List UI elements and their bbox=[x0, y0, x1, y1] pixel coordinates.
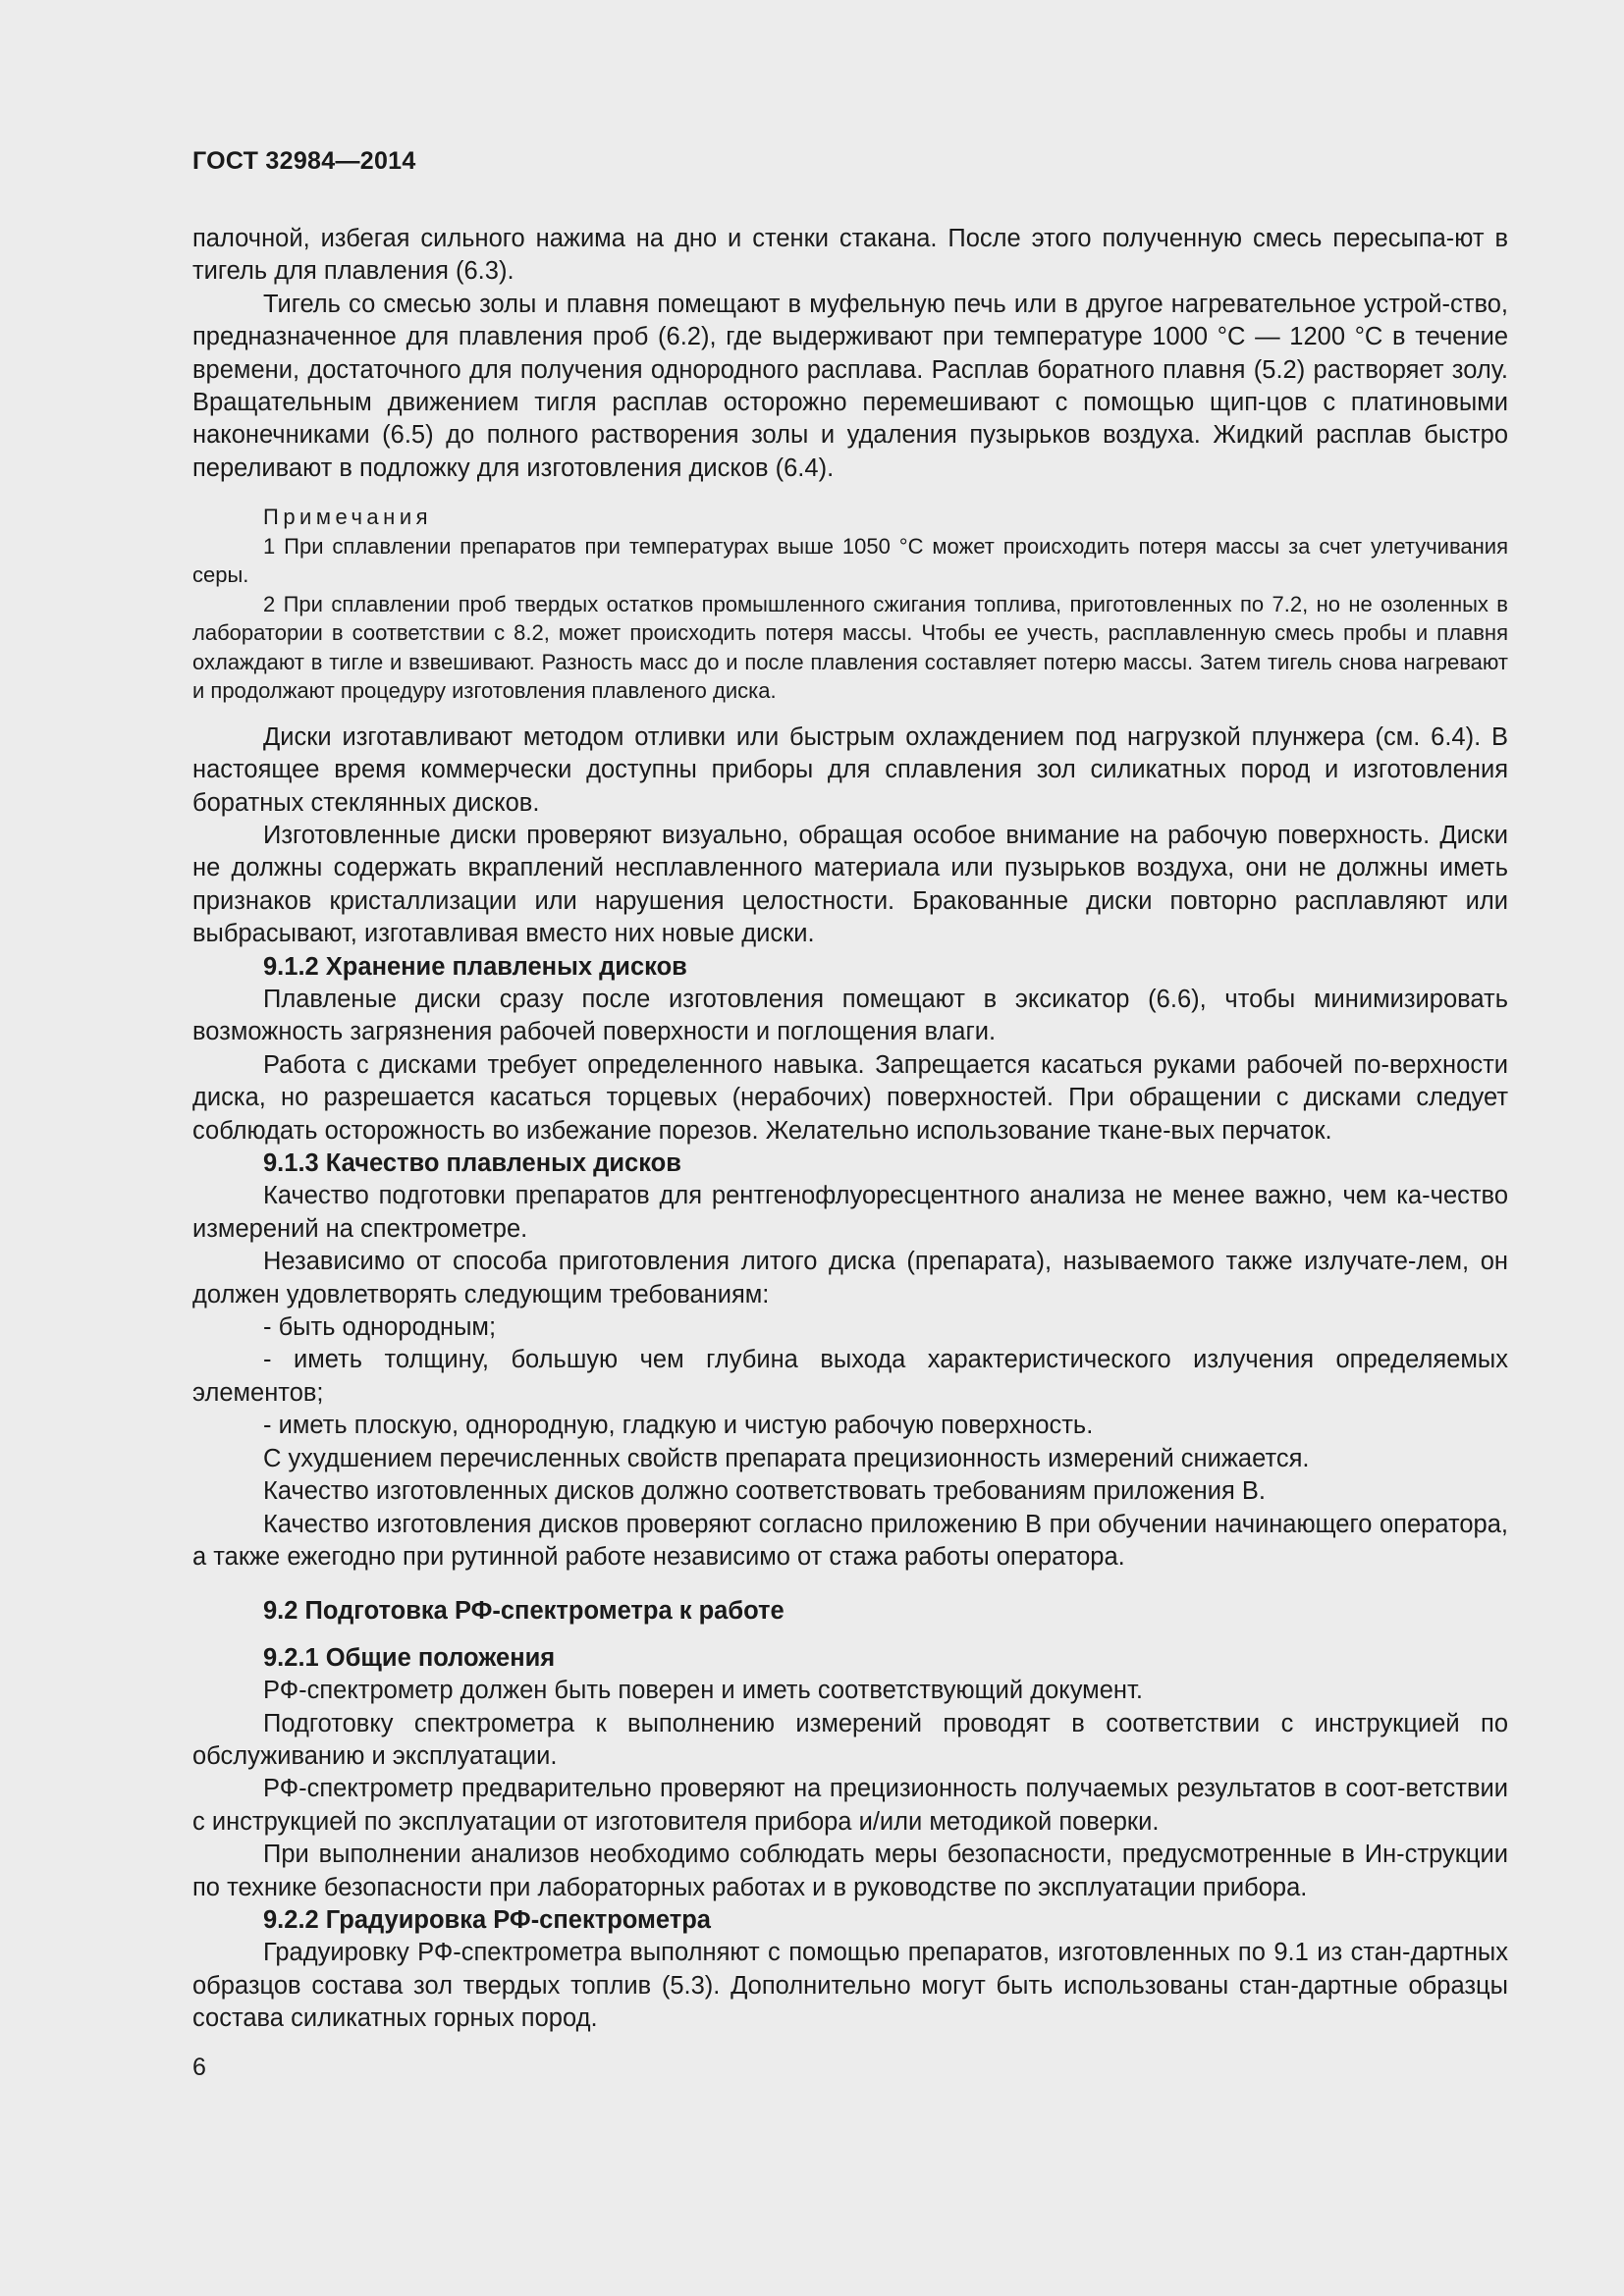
note-2: 2 При сплавлении проб твердых остатков промышленного сжигания топлива, приготовленных по 7.2, но не озоленных в лаборатории в соответствии с 8.2, может происходить потеря массы. Чтобы ее учесть, расплавленную смесь пробы и плавня охлаждают в тигле и взвешивают. Разность масс до и после плавления составляет потерю массы. Затем тигель снова нагревают и продолжают процедуру изготовления плавленого диска. bbox=[192, 591, 1508, 704]
note-1: 1 При сплавлении препаратов при температурах выше 1050 °С может происходить потеря массы за счет улетучивания серы. bbox=[192, 533, 1508, 588]
paragraph: Качество изготовления дисков проверяют согласно приложению В при обучении начинающего оператора, а также ежегодно при рутинной работе независимо от стажа работы оператора. bbox=[192, 1510, 1508, 1571]
notes-block bbox=[192, 503, 1508, 706]
paragraph: Подготовку спектрометра к выполнению измерений проводят в соответствии с инструкцией по обслуживанию и эксплуатации. bbox=[192, 1709, 1508, 1770]
section-heading-9-2: 9.2 Подготовка РФ-спектрометра к работе bbox=[263, 1597, 785, 1626]
section-heading-9-1-2: 9.1.2 Хранение плавленых дисков bbox=[263, 952, 687, 981]
paragraph: Диски изготавливают методом отливки или быстрым охлаждением под нагрузкой плунжера (см. 6.4). В настоящее время коммерчески доступны приборы для сплавления зол силикатных пород и изготовления боратных стеклянных дисков. bbox=[192, 722, 1508, 817]
page-number: 6 bbox=[192, 2053, 206, 2081]
paragraph: Качество изготовленных дисков должно соответствовать требованиям приложения В. bbox=[263, 1477, 1266, 1506]
paragraph: палочной, избегая сильного нажима на дно и стенки стакана. После этого полученную смесь пересыпа-ют в тигель для плавления (6.3). bbox=[192, 225, 1508, 286]
document-code: ГОСТ 32984—2014 bbox=[192, 147, 416, 175]
paragraph: Независимо от способа приготовления литого диска (препарата), называемого также излучате-лем, он должен удовлетворять следующим требованиям: bbox=[192, 1248, 1508, 1308]
paragraph: Работа с дисками требует определенного навыка. Запрещается касаться руками рабочей по-верхности диска, но разрешается касаться торцевых (нерабочих) поверхностей. При обращении с дисками следует соблюдать осторожность во избежание порезов. Желательно использование ткане-вых перчаток. bbox=[192, 1050, 1508, 1145]
paragraph: Тигель со смесью золы и плавня помещают в муфельную печь или в другое нагревательное устрой-ство, предназначенное для плавления проб (6.2), где выдерживают при температуре 1000 °С — 1200 °С в течение времени, достаточного для получения однородного расплава. Расплав боратного плавня (5.2) растворяет золу. Вращательным движением тигля расплав осторожно перемешивают с помощью щип-цов с платиновыми наконечниками (6.5) до полного растворения золы и удаления пузырьков воздуха. Жидкий расплав быстро переливают в подложку для изготовления дисков (6.4). bbox=[192, 290, 1508, 482]
paragraph: Качество подготовки препаратов для рентгенофлуоресцентного анализа не менее важно, чем ка-чество измерений на спектрометре. bbox=[192, 1182, 1508, 1243]
notes-title: Примечания bbox=[263, 505, 433, 530]
paragraph: При выполнении анализов необходимо соблюдать меры безопасности, предусмотренные в Ин-струкции по технике безопасности при лабораторных работах и в руководстве по эксплуатации прибора. bbox=[192, 1841, 1508, 1901]
section-heading-9-1-3: 9.1.3 Качество плавленых дисков bbox=[263, 1149, 681, 1178]
paragraph: Изготовленные диски проверяют визуально, обращая особое внимание на рабочую поверхность. Диски не должны содержать вкраплений несплавленного материала или пузырьков воздуха, они не должны иметь признаков кристаллизации или нарушения целостности. Бракованные диски повторно расплавляют или выбрасывают, изготавливая вместо них новые диски. bbox=[192, 821, 1508, 948]
paragraph: Плавленые диски сразу после изготовления помещают в эксикатор (6.6), чтобы минимизировать возможность загрязнения рабочей поверхности и поглощения влаги. bbox=[192, 986, 1508, 1046]
paragraph: РФ-спектрометр предварительно проверяют на прецизионность получаемых результатов в соот-ветствии с инструкцией по эксплуатации от изготовителя прибора и/или методикой поверки. bbox=[192, 1775, 1508, 1836]
requirement-item: - быть однородным; bbox=[263, 1313, 497, 1342]
paragraph: РФ-спектрометр должен быть поверен и иметь соответствующий документ. bbox=[263, 1677, 1143, 1705]
section-heading-9-2-1: 9.2.1 Общие положения bbox=[263, 1643, 556, 1672]
document-page bbox=[192, 147, 1508, 2082]
requirement-item: - иметь толщину, большую чем глубина выхода характеристического излучения определяемых элементов; bbox=[192, 1346, 1508, 1407]
paragraph: Градуировку РФ-спектрометра выполняют с помощью препаратов, изготовленных по 9.1 из стан-дартных образцов состава зол твердых топлив (5.3). Дополнительно могут быть использованы стан-дартные образцы состава силикатных горных пород. bbox=[192, 1939, 1508, 2033]
section-heading-9-2-2: 9.2.2 Градуировка РФ-спектрометра bbox=[263, 1905, 711, 1934]
requirement-item: - иметь плоскую, однородную, гладкую и чистую рабочую поверхность. bbox=[263, 1412, 1094, 1440]
paragraph: С ухудшением перечисленных свойств препарата прецизионность измерений снижается. bbox=[263, 1444, 1310, 1472]
